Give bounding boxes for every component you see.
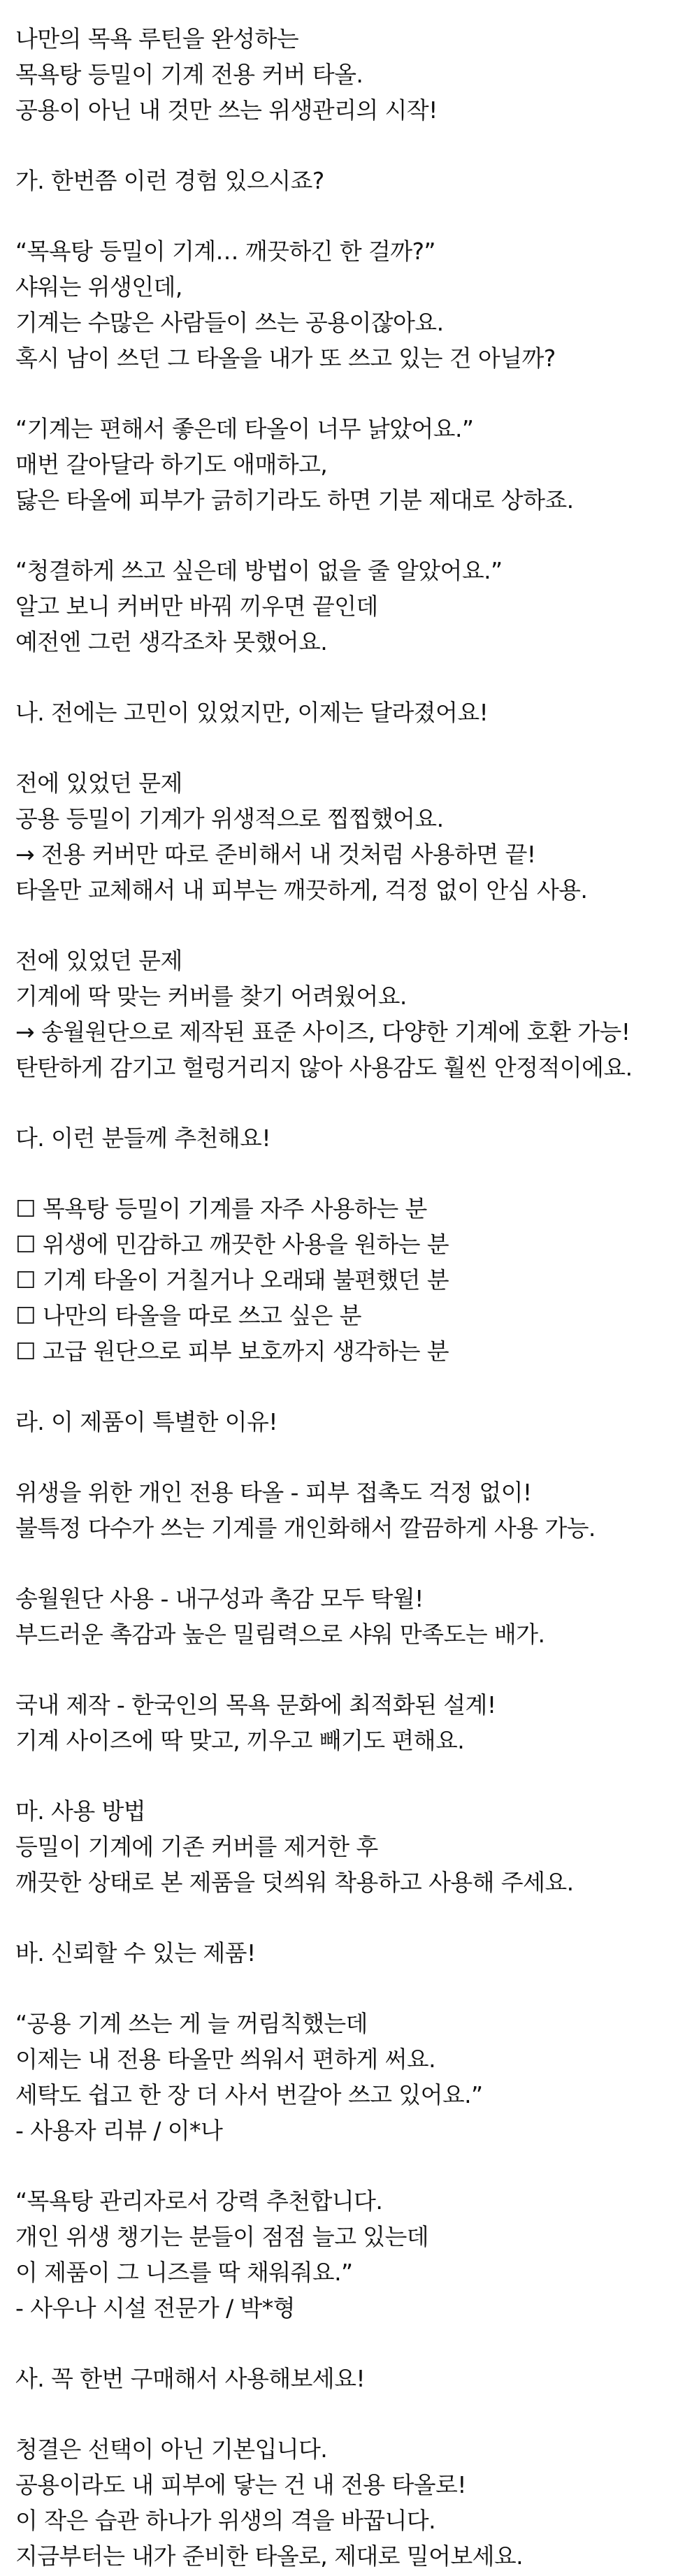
text-line: 국내 제작 - 한국인의 목욕 문화에 최적화된 설계! (15, 1691, 496, 1718)
text-line: “목욕탕 관리자로서 강력 추천합니다. (15, 2187, 383, 2215)
experience-2 (15, 411, 699, 518)
text-line: 공용이 아닌 내 것만 쓰는 위생관리의 시작! (15, 96, 438, 124)
reason-1 (15, 1475, 699, 1546)
text-line: 기계는 수많은 사람들이 쓰는 공용이잖아요. (15, 309, 444, 336)
text-line: 바. 신뢰할 수 있는 제품! (15, 1939, 256, 1967)
section-ma-usage (15, 1793, 699, 1900)
reason-3 (15, 1687, 699, 1758)
review-2 (15, 2183, 699, 2326)
problem-1 (15, 765, 699, 908)
text-line: “청결하게 쓰고 싶은데 방법이 없을 줄 알았어요.” (15, 557, 503, 584)
text-line: “공용 기계 쓰는 게 늘 꺼림칙했는데 (15, 2010, 368, 2037)
text-line: 목욕탕 등밀이 기계 전용 커버 타올. (15, 61, 363, 88)
recommend-list (15, 1191, 699, 1369)
section-ra-heading (15, 1404, 699, 1440)
text-line: 다. 이런 분들께 추천해요! (15, 1124, 271, 1152)
text-line: 샤워는 위생인데, (15, 273, 182, 301)
text-line: “기계는 편해서 좋은데 타올이 너무 낡았어요.” (15, 415, 474, 442)
text-line: 이제는 내 전용 타올만 씌워서 편하게 써요. (15, 2046, 435, 2073)
text-line: “목욕탕 등밀이 기계… 깨끗하긴 한 걸까?” (15, 238, 435, 265)
closing (15, 2431, 699, 2574)
section-da-heading (15, 1120, 699, 1156)
text-line: 닳은 타올에 피부가 긁히기라도 하면 기분 제대로 상하죠. (15, 486, 574, 514)
experience-3 (15, 553, 699, 660)
text-line: 사. 꼭 한번 구매해서 사용해보세요! (15, 2365, 365, 2392)
text-line: ☐ 나만의 타올을 따로 쓰고 싶은 분 (15, 1302, 361, 1329)
text-line: 타올만 교체해서 내 피부는 깨끗하게, 걱정 없이 안심 사용. (15, 876, 588, 904)
text-line: 탄탄하게 감기고 헐렁거리지 않아 사용감도 훨씬 안정적이에요. (15, 1054, 633, 1081)
text-line: 공용이라도 내 피부에 닿는 건 내 전용 타올로! (15, 2471, 466, 2498)
text-line: 전에 있었던 문제 (15, 769, 182, 797)
section-ba-heading (15, 1935, 699, 1971)
text-line: 나만의 목욕 루틴을 완성하는 (15, 25, 299, 52)
section-sa-heading (15, 2361, 699, 2396)
text-line: 예전엔 그런 생각조차 못했어요. (15, 628, 328, 656)
text-line: ☐ 위생에 민감하고 깨끗한 사용을 원하는 분 (15, 1231, 449, 1258)
text-line: 등밀이 기계에 기존 커버를 제거한 후 (15, 1833, 378, 1860)
text-line: 가. 한번쯤 이런 경험 있으시죠? (15, 167, 324, 194)
text-line: 이 작은 습관 하나가 위생의 격을 바꿉니다. (15, 2507, 435, 2534)
text-line: 청결은 선택이 아닌 기본입니다. (15, 2436, 328, 2463)
text-line: 부드러운 촉감과 높은 밀림력으로 샤워 만족도는 배가. (15, 1621, 545, 1648)
text-line: 공용 등밀이 기계가 위생적으로 찝찝했어요. (15, 805, 444, 832)
problem-2 (15, 943, 699, 1085)
text-line: 나. 전에는 고민이 있었지만, 이제는 달라졌어요! (15, 699, 489, 726)
section-ga-heading (15, 163, 699, 198)
text-line: 기계 사이즈에 딱 맞고, 끼우고 빼기도 편해요. (15, 1727, 465, 1754)
text-line: 혹시 남이 쓰던 그 타올을 내가 또 쓰고 있는 건 아닐까? (15, 345, 556, 372)
text-line: → 송월원단으로 제작된 표준 사이즈, 다양한 기계에 호환 가능! (15, 1018, 630, 1045)
text-line: 이 제품이 그 니즈를 딱 채워줘요.” (15, 2259, 353, 2286)
text-line: 전에 있었던 문제 (15, 947, 182, 974)
text-line: → 전용 커버만 따로 준비해서 내 것처럼 사용하면 끝! (15, 841, 536, 868)
text-line: ☐ 목욕탕 등밀이 기계를 자주 사용하는 분 (15, 1195, 427, 1222)
text-line: 위생을 위한 개인 전용 타올 - 피부 접촉도 걱정 없이! (15, 1479, 532, 1506)
text-line: ☐ 기계 타올이 거칠거나 오래돼 불편했던 분 (15, 1266, 449, 1294)
text-line: - 사용자 리뷰 / 이*나 (15, 2117, 223, 2144)
text-line: 개인 위생 챙기는 분들이 점점 늘고 있는데 (15, 2223, 429, 2250)
text-line: 깨끗한 상태로 본 제품을 덧씌워 착용하고 사용해 주세요. (15, 1869, 574, 1896)
experience-1 (15, 233, 699, 376)
text-line: - 사우나 시설 전문가 / 박*형 (15, 2294, 295, 2322)
text-line: 알고 보니 커버만 바꿔 끼우면 끝인데 (15, 593, 378, 620)
text-line: 기계에 딱 맞는 커버를 찾기 어려웠어요. (15, 983, 407, 1010)
section-na-heading (15, 695, 699, 730)
text-line: 마. 사용 방법 (15, 1797, 146, 1825)
text-line: 세탁도 쉽고 한 장 더 사서 번갈아 쓰고 있어요.” (15, 2081, 483, 2108)
reason-2 (15, 1581, 699, 1652)
text-line: 매번 갈아달라 하기도 애매하고, (15, 451, 328, 478)
text-line: 지금부터는 내가 준비한 타올로, 제대로 밀어보세요. (15, 2542, 524, 2570)
intro (15, 21, 699, 128)
review-1 (15, 2006, 699, 2148)
text-line: 라. 이 제품이 특별한 이유! (15, 1408, 278, 1435)
text-line: 불특정 다수가 쓰는 기계를 개인화해서 깔끔하게 사용 가능. (15, 1514, 596, 1542)
text-line: ☐ 고급 원단으로 피부 보호까지 생각하는 분 (15, 1338, 449, 1365)
text-line: 송월원단 사용 - 내구성과 촉감 모두 탁월! (15, 1585, 424, 1612)
